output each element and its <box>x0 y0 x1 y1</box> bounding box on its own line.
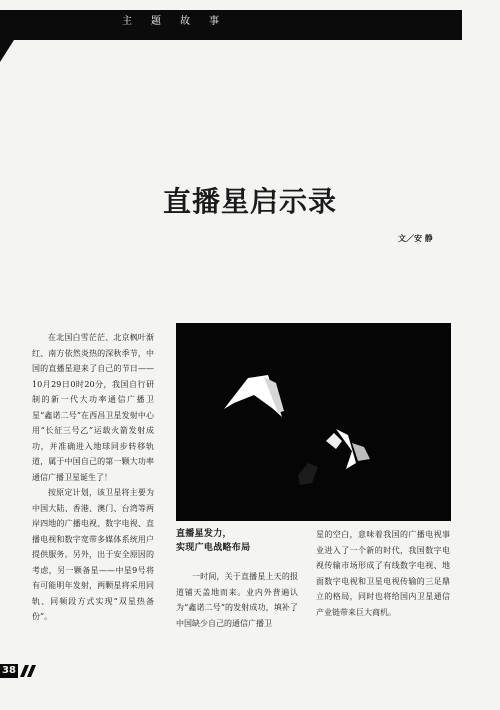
subheading-line-2: 实现广电战略布局 <box>176 543 251 553</box>
body-paragraph: 星的空白，意味着我国的广播电视事业进入了一个新的时代，我国数字电视传输市场形成了有线数字电视、地面数字电视和卫星电视传输的三足鼎立的格局，同时也将给国内卫星通信产业链带来巨大商机。 <box>316 530 450 617</box>
article-title: 直播星启示录 <box>162 185 337 218</box>
subheading-line-1: 直播星发力， <box>176 529 232 539</box>
satellite-photo <box>176 323 451 521</box>
section-title: 主题故事 <box>122 16 238 27</box>
article-column-3 <box>316 527 450 620</box>
folio-slash-marks <box>16 665 38 677</box>
body-paragraph: 一时间，关于直播星上天的报道铺天盖地而来。业内外普遍认为“鑫诺二号”的发射成功，填补了中国缺少自己的通信广播卫 <box>176 572 298 628</box>
header-corner-notch <box>0 40 14 62</box>
body-paragraph: 在北国白雪茫茫、北京枫叶渐红、南方依然炎热的深秋季节，中国的直播星迎来了自己的节日——10月29日0时20分，我国自行研制的新一代大功率通信广播卫星“鑫诺二号”在西昌卫星发射中心用“长征三号乙”运载火箭发射成功，并准确进入地球同步转移轨道，属于中国自己的第一颗大功率通信广播卫星诞生了！ <box>32 333 154 482</box>
body-paragraph: 按原定计划，该卫星将主要为中国大陆、香港、澳门、台湾等两岸四地的广播电视、数字电视、直播电视和数字宽带多媒体系统用户提供服务。另外，出于安全原因的考虑，另一颗备星——中星9号将有可能明年发射，两颗星将采用同轨、同频段方式实现“双星热备份”。 <box>32 488 154 621</box>
satellite-photo-graphic <box>176 323 451 521</box>
article-column-2 <box>176 527 298 631</box>
article-column-1 <box>32 330 154 625</box>
byline: 文／安 静 <box>398 234 433 243</box>
page-number: 38 <box>2 665 16 676</box>
page-folio <box>0 664 40 678</box>
subheading <box>176 527 298 555</box>
